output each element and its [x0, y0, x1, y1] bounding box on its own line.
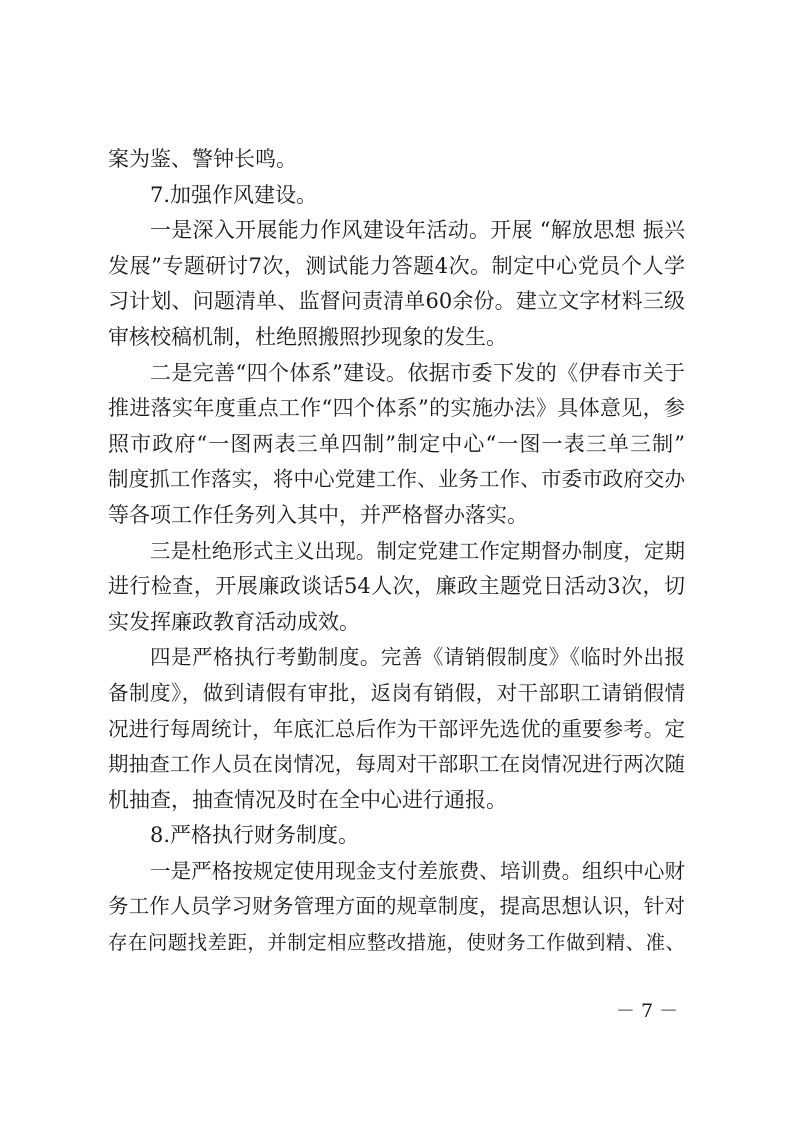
text-line-6: 审核校稿机制，杜绝照搬照抄现象的发生。	[108, 324, 507, 349]
text-line-7: 二是完善“四个体系”建设。依据市委下发的《伊春市关于	[150, 360, 685, 385]
text-line-21: 一是严格按规定使用现金支付差旅费、培训费。组织中心财	[150, 858, 685, 883]
text-line-22: 务工作人员学习财务管理方面的规章制度，提高思想认识，针对	[108, 894, 685, 919]
text-line-11: 等各项工作任务列入其中，并严格督办落实。	[108, 502, 528, 527]
page-number: － 7 －	[615, 1000, 679, 1022]
heading-7: 7.加强作风建设。	[150, 182, 318, 207]
text-line-3: 一是深入开展能力作风建设年活动。开展 “解放思想 振兴	[150, 218, 685, 243]
text-line-13: 进行检查，开展廉政谈话54人次，廉政主题党日活动3次，切	[108, 574, 685, 599]
text-line-19: 机抽查，抽查情况及时在全中心进行通报。	[108, 787, 507, 812]
body-text	[108, 142, 685, 961]
text-line-18: 期抽查工作人员在岗情况，每周对干部职工在岗情况进行两次随	[108, 752, 685, 777]
text-line-1: 案为鉴、警钟长鸣。	[108, 147, 297, 171]
text-line-4: 发展”专题研讨7次，测试能力答题4次。制定中心党员个人学	[108, 253, 685, 278]
text-line-9: 照市政府“一图两表三单四制”制定中心“一图一表三单三制”	[108, 431, 685, 456]
heading-8: 8.严格执行财务制度。	[150, 823, 360, 848]
text-line-12: 三是杜绝形式主义出现。制定党建工作定期督办制度，定期	[150, 538, 685, 563]
text-line-10: 制度抓工作落实，将中心党建工作、业务工作、市委市政府交办	[108, 467, 685, 492]
text-line-8: 推进落实年度重点工作“四个体系”的实施办法》具体意见，参	[108, 396, 685, 421]
text-line-14: 实发挥廉政教育活动成效。	[108, 609, 360, 634]
text-line-15: 四是严格执行考勤制度。完善《请销假制度》《临时外出报	[150, 645, 685, 670]
text-line-16: 备制度》，做到请假有审批，返岗有销假，对干部职工请销假情	[108, 680, 685, 705]
text-line-5: 习计划、问题清单、监督问责清单60余份。建立文字材料三级	[108, 289, 685, 314]
text-line-23: 存在问题找差距，并制定相应整改措施，使财务工作做到精、准、	[108, 931, 685, 955]
text-line-17: 况进行每周统计，年底汇总后作为干部评先选优的重要参考。定	[108, 716, 685, 741]
